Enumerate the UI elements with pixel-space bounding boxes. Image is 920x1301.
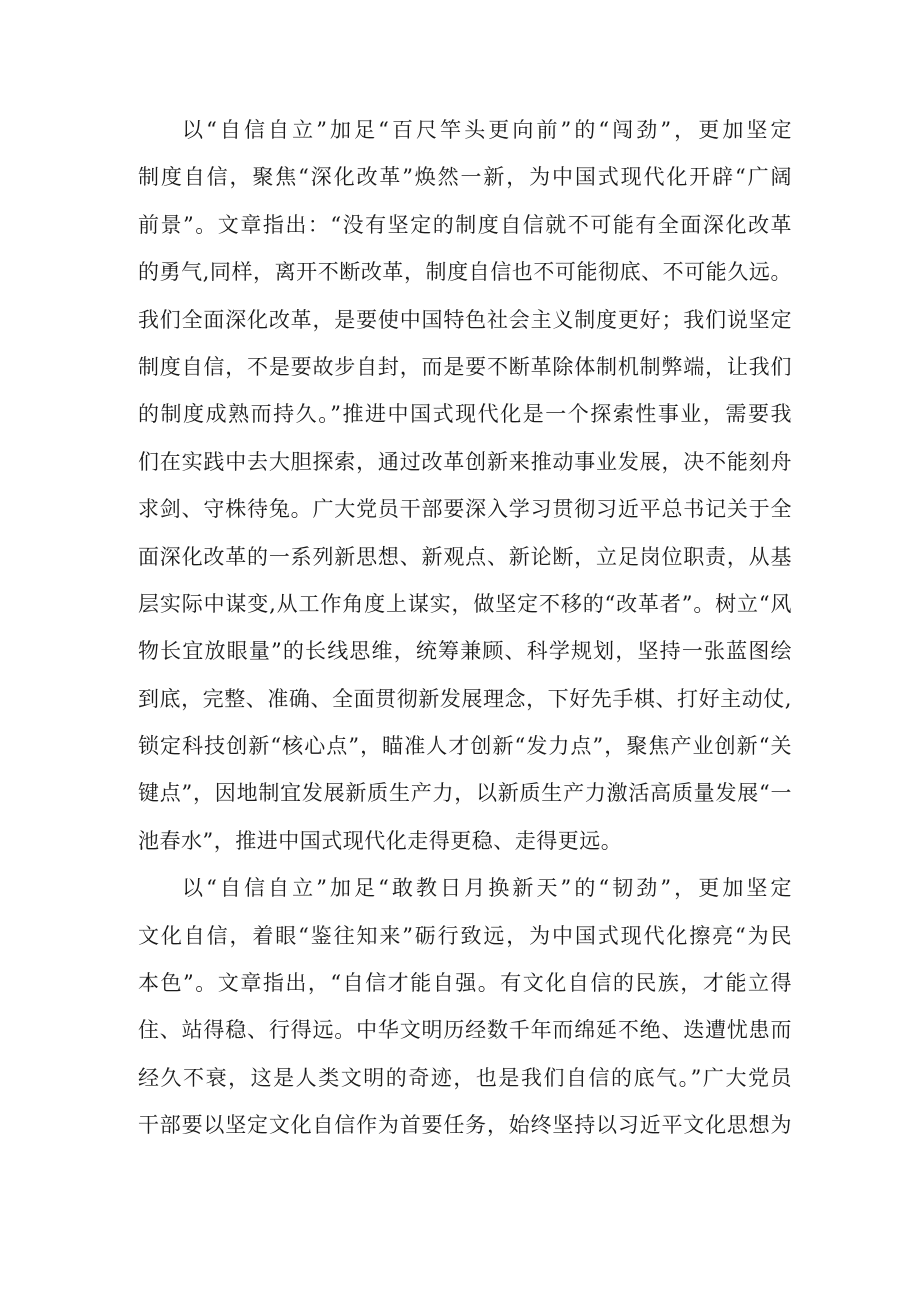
document-body bbox=[138, 107, 792, 1150]
paragraph-2 bbox=[138, 865, 792, 1149]
text-line: 制度自信，不是要故步自封，而是要不断革除体制机制弊端，让我们 bbox=[138, 354, 792, 379]
text-line: 以“自信自立”加足“百尺竿头更向前”的“闯劲”，更加坚定 bbox=[182, 118, 792, 142]
text-line: 我们全面深化改革，是要使中国特色社会主义制度更好；我们说坚定 bbox=[138, 307, 792, 332]
text-line: 的制度成熟而持久。”推进中国式现代化是一个探索性事业，需要我 bbox=[138, 402, 792, 427]
text-line: 前景”。文章指出：“没有坚定的制度自信就不可能有全面深化改革 bbox=[138, 212, 792, 237]
text-line: 的勇气,同样，离开不断改革，制度自信也不可能彻底、不可能久远。 bbox=[138, 260, 792, 285]
text-line: 池春水”，推进中国式现代化走得更稳、走得更远。 bbox=[138, 828, 623, 853]
text-line: 干部要以坚定文化自信作为首要任务，始终坚持以习近平文化思想为 bbox=[138, 1113, 792, 1138]
paragraph-1 bbox=[138, 107, 792, 865]
text-line: 键点”，因地制宜发展新质生产力，以新质生产力激活高质量发展“一 bbox=[138, 781, 792, 806]
text-line: 文化自信，着眼“鉴往知来”砺行致远，为中国式现代化擦亮“为民 bbox=[138, 923, 792, 948]
text-line: 经久不衰，这是人类文明的奇迹，也是我们自信的底气。”广大党员 bbox=[138, 1065, 792, 1090]
text-line: 以“自信自立”加足“敢教日月换新天”的“韧劲”，更加坚定 bbox=[182, 876, 792, 901]
text-line: 住、站得稳、行得远。中华文明历经数千年而绵延不绝、迭遭忧患而 bbox=[138, 1018, 792, 1043]
text-line: 到底，完整、准确、全面贯彻新发展理念，下好先手棋、打好主动仗, bbox=[138, 686, 792, 711]
text-line: 锁定科技创新“核心点”，瞄准人才创新“发力点”，聚焦产业创新“关 bbox=[138, 734, 792, 759]
text-line: 面深化改革的一系列新思想、新观点、新论断，立足岗位职责，从基 bbox=[138, 544, 792, 569]
text-line: 制度自信，聚焦“深化改革”焕然一新，为中国式现代化开辟“广阔 bbox=[138, 165, 792, 190]
text-line: 物长宜放眼量”的长线思维，统筹兼顾、科学规划，坚持一张蓝图绘 bbox=[138, 639, 792, 664]
text-line: 们在实践中去大胆探索，通过改革创新来推动事业发展，决不能刻舟 bbox=[138, 449, 792, 474]
text-line: 层实际中谋变,从工作角度上谋实，做坚定不移的“改革者”。树立“风 bbox=[138, 591, 792, 616]
text-line: 求剑、守株待兔。广大党员干部要深入学习贯彻习近平总书记关于全 bbox=[138, 497, 792, 522]
text-line: 本色”。文章指出，“自信才能自强。有文化自信的民族，才能立得 bbox=[138, 971, 792, 996]
